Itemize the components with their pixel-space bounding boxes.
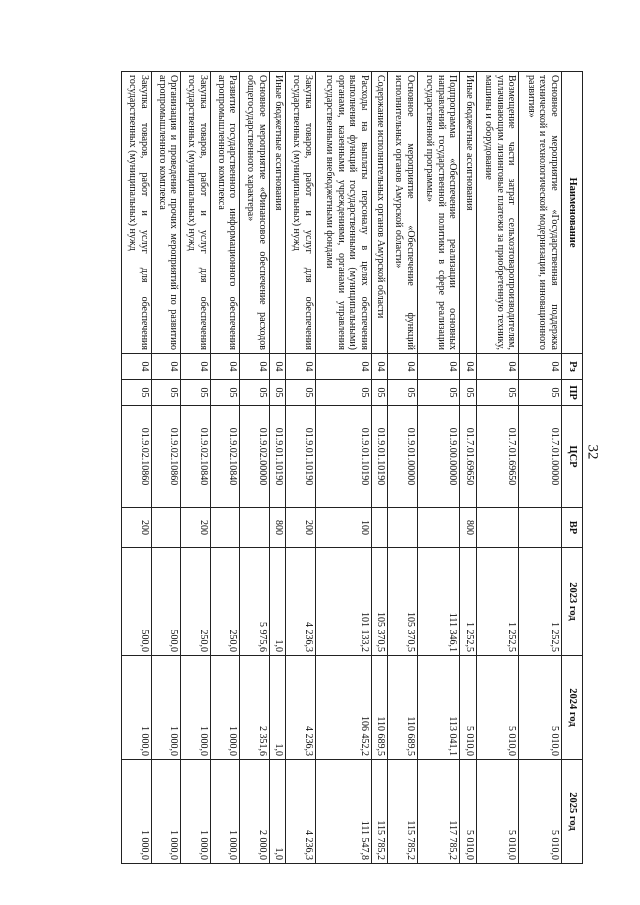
header-2023: 2023 год (562, 548, 583, 656)
row-csr: 01.9.01.10190 (269, 406, 285, 508)
table-row (240, 72, 270, 864)
row-2023: 5 975,6 (240, 548, 270, 656)
row-name: Иные бюджетные ассигнования (269, 72, 285, 354)
row-vr: 200 (286, 508, 316, 548)
row-vr (476, 508, 519, 548)
row-vr (519, 508, 562, 548)
row-2025: 1,0 (269, 760, 285, 864)
row-pr: 05 (210, 380, 240, 406)
row-2023: 1 252,5 (460, 548, 476, 656)
row-2023: 105 370,5 (371, 548, 387, 656)
row-vr (240, 508, 270, 548)
header-csr: ЦСР (562, 406, 583, 508)
row-pr: 05 (460, 380, 476, 406)
table-row (371, 72, 387, 864)
row-name: Основное мероприятие «Обеспечение функций исполнительных органов Амурской области» (388, 72, 418, 354)
row-2025: 117 785,2 (417, 760, 460, 864)
row-name: Организация и проведение прочих мероприятий по развитию агропромышленного комплекса (151, 72, 181, 354)
row-pr: 05 (371, 380, 387, 406)
budget-table-container (121, 71, 583, 863)
row-name: Подпрограмма «Обеспечение реализации основных направлений государственной политики в сфере реализации государственной программы» (417, 72, 460, 354)
row-2024: 5 010,0 (460, 656, 476, 760)
row-2023: 500,0 (151, 548, 181, 656)
table-row (417, 72, 460, 864)
row-2025: 5 010,0 (476, 760, 519, 864)
header-row (562, 72, 583, 864)
row-pr: 05 (286, 380, 316, 406)
row-2025: 5 010,0 (460, 760, 476, 864)
row-vr: 100 (315, 508, 371, 548)
row-name: Развитие государственного информационного обеспечения агропромышленного комплекса (210, 72, 240, 354)
row-pr: 05 (240, 380, 270, 406)
row-2024: 1 000,0 (122, 656, 152, 760)
table-row (315, 72, 371, 864)
row-name: Возмещение части затрат сельхозтоваропроизводителям, уплачивающим лизинговые платежи за приобретенную технику, машины и оборудование (476, 72, 519, 354)
row-pr: 05 (476, 380, 519, 406)
row-vr: 200 (181, 508, 211, 548)
row-2025: 5 010,0 (519, 760, 562, 864)
row-vr (151, 508, 181, 548)
row-pr: 05 (388, 380, 418, 406)
row-2023: 4 236,3 (286, 548, 316, 656)
row-name: Закупка товаров, работ и услуг для обеспечения государственных (муниципальных) нужд (181, 72, 211, 354)
header-vr: ВР (562, 508, 583, 548)
row-name: Расходы на выплаты персоналу в целях обеспечения выполнения функций государственными (муниципальными) органами, казенными учреждениями, органами управления государственными внебюджетными фондами (315, 72, 371, 354)
row-pr: 05 (315, 380, 371, 406)
row-csr: 01.9.00.00000 (417, 406, 460, 508)
row-2024: 110 689,5 (371, 656, 387, 760)
row-name: Основное мероприятие «Финансовое обеспечение расходов общегосударственного характера» (240, 72, 270, 354)
table-row (460, 72, 476, 864)
row-2025: 2 000,0 (240, 760, 270, 864)
table-row (210, 72, 240, 864)
table-row (122, 72, 152, 864)
row-vr: 800 (269, 508, 285, 548)
row-2024: 5 010,0 (519, 656, 562, 760)
row-rz: 04 (210, 354, 240, 380)
row-rz: 04 (286, 354, 316, 380)
row-csr: 01.9.02.10840 (181, 406, 211, 508)
row-csr: 01.9.01.10190 (371, 406, 387, 508)
row-2025: 115 785,2 (388, 760, 418, 864)
row-csr: 01.7.01.00000 (519, 406, 562, 508)
table-row (286, 72, 316, 864)
row-2024: 2 351,6 (240, 656, 270, 760)
table-row (269, 72, 285, 864)
header-2024: 2024 год (562, 656, 583, 760)
row-2025: 111 547,8 (315, 760, 371, 864)
row-csr: 01.7.01.69650 (476, 406, 519, 508)
row-2024: 1 000,0 (181, 656, 211, 760)
row-2024: 1 000,0 (210, 656, 240, 760)
row-2024: 1,0 (269, 656, 285, 760)
row-2023: 1 252,5 (476, 548, 519, 656)
row-rz: 04 (151, 354, 181, 380)
row-csr: 01.9.01.00000 (388, 406, 418, 508)
row-name: Закупка товаров, работ и услуг для обеспечения государственных (муниципальных) нужд (286, 72, 316, 354)
table-row (151, 72, 181, 864)
row-rz: 04 (460, 354, 476, 380)
table-row (181, 72, 211, 864)
row-csr: 01.9.01.10190 (315, 406, 371, 508)
row-2023: 101 133,2 (315, 548, 371, 656)
row-2023: 250,0 (181, 548, 211, 656)
row-csr: 01.7.01.69650 (460, 406, 476, 508)
row-rz: 04 (269, 354, 285, 380)
budget-table (121, 71, 583, 864)
row-2023: 250,0 (210, 548, 240, 656)
header-2025: 2025 год (562, 760, 583, 864)
row-rz: 04 (476, 354, 519, 380)
row-csr: 01.9.02.10860 (151, 406, 181, 508)
row-2025: 1 000,0 (181, 760, 211, 864)
page-number: 32 (584, 444, 601, 460)
row-vr (210, 508, 240, 548)
row-vr (417, 508, 460, 548)
row-csr: 01.9.02.10840 (210, 406, 240, 508)
row-csr: 01.9.01.10190 (286, 406, 316, 508)
row-pr: 05 (269, 380, 285, 406)
header-name: Наименование (562, 72, 583, 354)
row-rz: 04 (519, 354, 562, 380)
table-row (519, 72, 562, 864)
header-pr: ПР (562, 380, 583, 406)
row-name: Иные бюджетные ассигнования (460, 72, 476, 354)
row-2025: 115 785,2 (371, 760, 387, 864)
row-rz: 04 (122, 354, 152, 380)
row-pr: 05 (519, 380, 562, 406)
row-rz: 04 (417, 354, 460, 380)
row-rz: 04 (240, 354, 270, 380)
row-csr: 01.9.02.10860 (122, 406, 152, 508)
row-rz: 04 (371, 354, 387, 380)
row-name: Закупка товаров, работ и услуг для обеспечения государственных (муниципальных) нужд (122, 72, 152, 354)
row-2023: 1,0 (269, 548, 285, 656)
table-row (388, 72, 418, 864)
row-2025: 1 000,0 (122, 760, 152, 864)
row-2024: 5 010,0 (476, 656, 519, 760)
row-2024: 4 236,3 (286, 656, 316, 760)
row-2024: 113 041,1 (417, 656, 460, 760)
row-vr: 800 (460, 508, 476, 548)
row-name: Основное мероприятие «Государственная поддержка технической и технологической модернизации, инновационного развития» (519, 72, 562, 354)
row-2024: 106 452,2 (315, 656, 371, 760)
row-2025: 1 000,0 (210, 760, 240, 864)
row-rz: 04 (315, 354, 371, 380)
row-name: Содержание исполнительных органов Амурской области (371, 72, 387, 354)
row-2023: 500,0 (122, 548, 152, 656)
row-2023: 105 370,5 (388, 548, 418, 656)
row-2023: 1 252,5 (519, 548, 562, 656)
row-vr: 200 (122, 508, 152, 548)
row-2024: 110 689,5 (388, 656, 418, 760)
row-2025: 4 236,3 (286, 760, 316, 864)
row-vr (388, 508, 418, 548)
row-pr: 05 (151, 380, 181, 406)
row-rz: 04 (181, 354, 211, 380)
row-2023: 111 346,1 (417, 548, 460, 656)
row-rz: 04 (388, 354, 418, 380)
row-vr (371, 508, 387, 548)
row-2025: 1 000,0 (151, 760, 181, 864)
row-pr: 05 (122, 380, 152, 406)
header-rz: Рз (562, 354, 583, 380)
row-pr: 05 (417, 380, 460, 406)
table-row (476, 72, 519, 864)
row-pr: 05 (181, 380, 211, 406)
row-csr: 01.9.02.00000 (240, 406, 270, 508)
row-2024: 1 000,0 (151, 656, 181, 760)
